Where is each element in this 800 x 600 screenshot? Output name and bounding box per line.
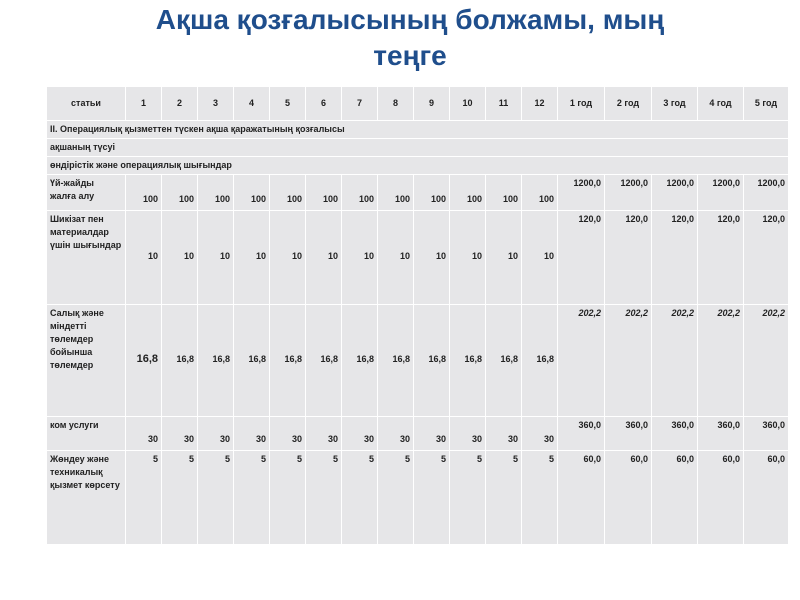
table-row (47, 305, 789, 417)
month-value: 30 (306, 417, 342, 451)
header-cell: 2 год (605, 87, 652, 121)
month-value: 5 (306, 451, 342, 545)
row-label: Жөндеу және техникалық қызмет көрсету (47, 451, 126, 545)
month-value: 16,8 (306, 305, 342, 417)
year-value: 360,0 (744, 417, 789, 451)
year-value: 60,0 (744, 451, 789, 545)
year-value: 60,0 (698, 451, 744, 545)
month-value: 100 (486, 175, 522, 211)
month-value: 10 (234, 211, 270, 305)
month-value: 10 (126, 211, 162, 305)
section-row (47, 139, 789, 157)
year-value: 202,2 (605, 305, 652, 417)
month-value: 16,8 (126, 305, 162, 417)
year-value: 1200,0 (558, 175, 605, 211)
month-value: 10 (306, 211, 342, 305)
month-value: 5 (126, 451, 162, 545)
row-label: ком услуги (47, 417, 126, 451)
month-value: 10 (270, 211, 306, 305)
month-value: 5 (378, 451, 414, 545)
month-value: 16,8 (450, 305, 486, 417)
header-row (47, 87, 789, 121)
year-value: 120,0 (605, 211, 652, 305)
section-title: өндірістік және операциялық шығындар (47, 157, 789, 175)
month-value: 10 (342, 211, 378, 305)
month-value: 30 (270, 417, 306, 451)
year-value: 202,2 (558, 305, 605, 417)
month-value: 100 (378, 175, 414, 211)
month-value: 16,8 (162, 305, 198, 417)
month-value: 30 (126, 417, 162, 451)
header-cell: 10 (450, 87, 486, 121)
header-cell: 5 год (744, 87, 789, 121)
month-value: 100 (234, 175, 270, 211)
month-value: 5 (234, 451, 270, 545)
month-value: 10 (378, 211, 414, 305)
year-value: 1200,0 (744, 175, 789, 211)
table-row (47, 175, 789, 211)
month-value: 30 (162, 417, 198, 451)
header-cell: 4 (234, 87, 270, 121)
header-cell: 9 (414, 87, 450, 121)
month-value: 10 (162, 211, 198, 305)
month-value: 5 (486, 451, 522, 545)
month-value: 5 (162, 451, 198, 545)
year-value: 120,0 (698, 211, 744, 305)
row-label: Үй-жайды жалға алу (47, 175, 126, 211)
header-cell: 3 (198, 87, 234, 121)
table-row (47, 417, 789, 451)
month-value: 10 (414, 211, 450, 305)
year-value: 360,0 (652, 417, 698, 451)
header-cell: 8 (378, 87, 414, 121)
cash-flow-table (46, 86, 789, 545)
month-value: 5 (198, 451, 234, 545)
month-value: 10 (198, 211, 234, 305)
year-value: 1200,0 (605, 175, 652, 211)
month-value: 100 (414, 175, 450, 211)
year-value: 120,0 (744, 211, 789, 305)
section-row (47, 121, 789, 139)
month-value: 30 (198, 417, 234, 451)
month-value: 100 (450, 175, 486, 211)
month-value: 16,8 (486, 305, 522, 417)
year-value: 360,0 (558, 417, 605, 451)
year-value: 60,0 (605, 451, 652, 545)
month-value: 16,8 (522, 305, 558, 417)
year-value: 202,2 (652, 305, 698, 417)
header-cell: 1 год (558, 87, 605, 121)
month-value: 16,8 (198, 305, 234, 417)
section-title: II. Операциялық қызметтен түскен ақша қаражатының қозғалысы (47, 121, 789, 139)
header-cell: 4 год (698, 87, 744, 121)
month-value: 16,8 (270, 305, 306, 417)
month-value: 100 (270, 175, 306, 211)
year-value: 1200,0 (698, 175, 744, 211)
year-value: 120,0 (558, 211, 605, 305)
month-value: 30 (450, 417, 486, 451)
month-value: 100 (306, 175, 342, 211)
year-value: 1200,0 (652, 175, 698, 211)
month-value: 10 (486, 211, 522, 305)
table-row (47, 211, 789, 305)
month-value: 100 (522, 175, 558, 211)
month-value: 30 (234, 417, 270, 451)
month-value: 100 (162, 175, 198, 211)
month-value: 5 (414, 451, 450, 545)
month-value: 100 (342, 175, 378, 211)
year-value: 202,2 (698, 305, 744, 417)
row-label: Салық және міндетті төлемдер бойынша төлемдер (47, 305, 126, 417)
month-value: 5 (270, 451, 306, 545)
year-value: 202,2 (744, 305, 789, 417)
month-value: 10 (450, 211, 486, 305)
header-cell: 11 (486, 87, 522, 121)
month-value: 5 (522, 451, 558, 545)
month-value: 16,8 (342, 305, 378, 417)
month-value: 30 (414, 417, 450, 451)
header-cell: 7 (342, 87, 378, 121)
header-cell: статьи (47, 87, 126, 121)
header-cell: 3 год (652, 87, 698, 121)
year-value: 60,0 (558, 451, 605, 545)
month-value: 100 (126, 175, 162, 211)
month-value: 5 (450, 451, 486, 545)
header-cell: 12 (522, 87, 558, 121)
year-value: 360,0 (605, 417, 652, 451)
month-value: 30 (486, 417, 522, 451)
row-label: Шикізат пен материалдар үшін шығындар (47, 211, 126, 305)
year-value: 60,0 (652, 451, 698, 545)
header-cell: 2 (162, 87, 198, 121)
month-value: 30 (378, 417, 414, 451)
month-value: 30 (342, 417, 378, 451)
table-row (47, 451, 789, 545)
month-value: 30 (522, 417, 558, 451)
year-value: 360,0 (698, 417, 744, 451)
month-value: 5 (342, 451, 378, 545)
page-title: Ақша қозғалысының болжамы, мың теңге (155, 4, 665, 71)
month-value: 16,8 (414, 305, 450, 417)
year-value: 120,0 (652, 211, 698, 305)
section-title: ақшаның түсуі (47, 139, 789, 157)
month-value: 10 (522, 211, 558, 305)
header-cell: 5 (270, 87, 306, 121)
section-row (47, 157, 789, 175)
month-value: 100 (198, 175, 234, 211)
month-value: 16,8 (234, 305, 270, 417)
header-cell: 6 (306, 87, 342, 121)
header-cell: 1 (126, 87, 162, 121)
month-value: 16,8 (378, 305, 414, 417)
